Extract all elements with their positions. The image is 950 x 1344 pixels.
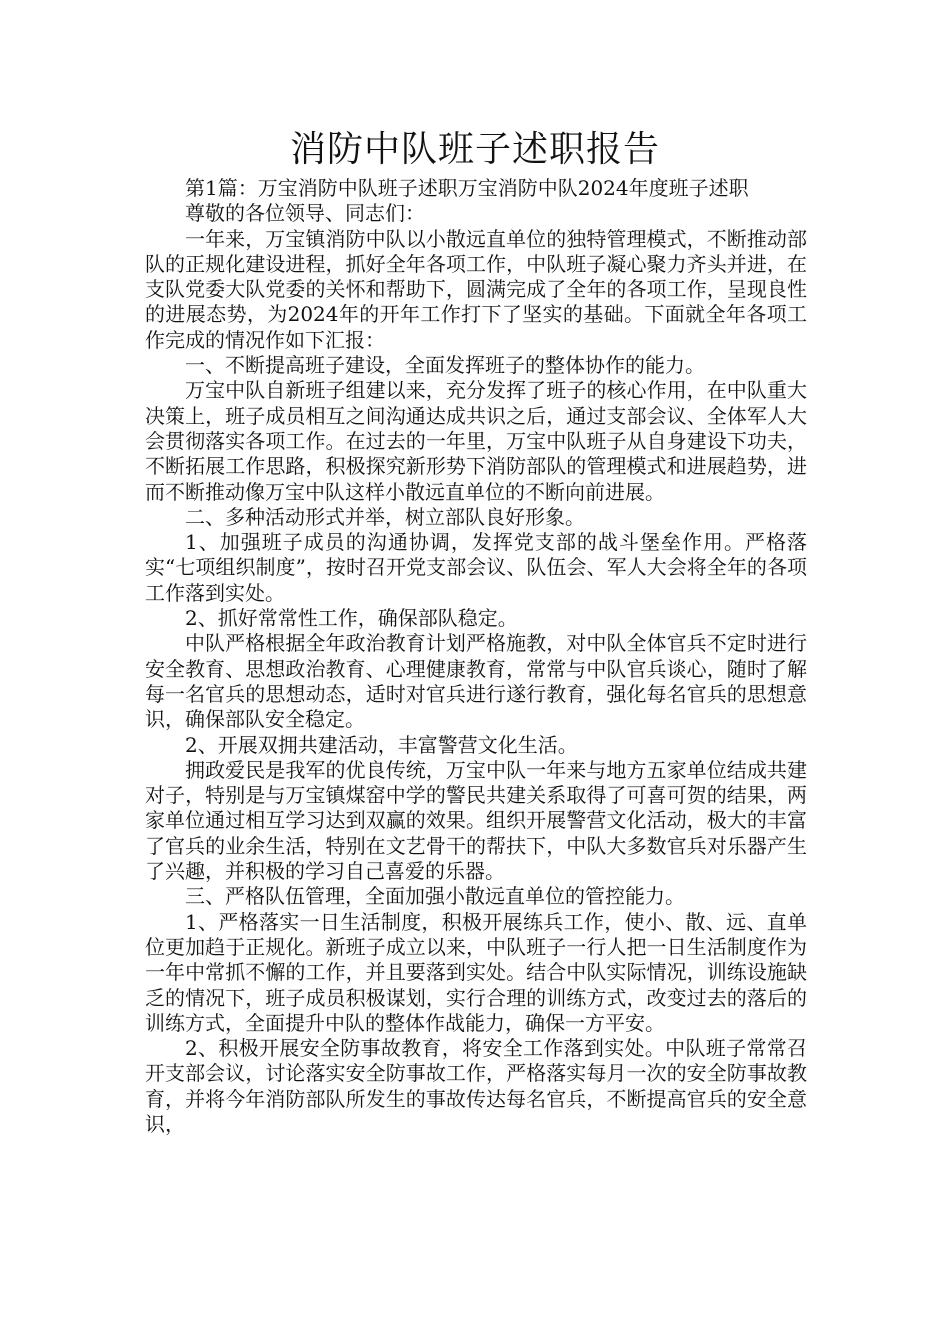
- paragraph: 拥政爱民是我军的优良传统，万宝中队一年来与地方五家单位结成共建对子，特别是与万宝镇煤窑中学的警民共建关系取得了可喜可贺的结果，两家单位通过相互学习达到双赢的效果。组织开展警营文化活动，极大的丰富了官兵的业余生活，特别在文艺骨干的帮扶下，中队大多数官兵对乐器产生了兴趣，并积极的学习自己喜爱的乐器。: [145, 757, 807, 884]
- paragraph: 万宝中队自新班子组建以来，充分发挥了班子的核心作用，在中队重大决策上，班子成员相互之间沟通达成共识之后，通过支部会议、全体军人大会贯彻落实各项工作。在过去的一年里，万宝中队班子从自身建设下功夫，不断拓展工作思路，积极探究新形势下消防部队的管理模式和进展趋势，进而不断推动像万宝中队这样小散远直单位的不断向前进展。: [145, 378, 807, 504]
- section-heading-1: 一、不断提高班子建设，全面发挥班子的整体协作的能力。: [185, 353, 705, 378]
- document-body: [145, 176, 807, 1137]
- paragraph: 2、积极开展安全防事故教育，将安全工作落到实处。中队班子常常召开支部会议，讨论落实安全防事故工作，严格落实每月一次的安全防事故教育，并将今年消防部队所发生的事故传达每名官兵，不断提高官兵的安全意识，: [145, 1036, 807, 1136]
- section-heading-3: 三、严格队伍管理，全面加强小散远直单位的管控能力。: [185, 884, 685, 909]
- paragraph-subtitle: 第1篇：万宝消防中队班子述职万宝消防中队2024年度班子述职: [185, 176, 749, 200]
- document-title: 消防中队班子述职报告: [289, 129, 660, 170]
- paragraph-salutation: 尊敬的各位领导、同志们：: [185, 201, 425, 226]
- paragraph: 中队严格根据全年政治教育计划严格施教，对中队全体官兵不定时进行安全教育、思想政治教育、心理健康教育，常常与中队官兵谈心，随时了解每一名官兵的思想动态，适时对官兵进行遂行教育，强化每名官兵的思想意识，确保部队安全稳定。: [145, 631, 807, 732]
- paragraph: 1、严格落实一日生活制度，积极开展练兵工作，使小、散、远、直单位更加趋于正规化。新班子成立以来，中队班子一行人把一日生活制度作为一年中常抓不懈的工作，并且要落到实处。结合中队实际情况，训练设施缺乏的情况下，班子成员积极谋划，实行合理的训练方式，改变过去的落后的训练方式，全面提升中队的整体作战能力，确保一方平安。: [145, 909, 807, 1035]
- paragraph: 1、加强班子成员的沟通协调，发挥党支部的战斗堡垒作用。严格落实“七项组织制度”，按时召开党支部会议、队伍会、军人大会将全年的各项工作落到实处。: [145, 530, 807, 605]
- sub-heading: 2、抓好常常性工作，确保部队稳定。: [185, 606, 518, 631]
- section-heading-2: 二、多种活动形式并举，树立部队良好形象。: [185, 504, 585, 529]
- sub-heading: 2、开展双拥共建活动，丰富警营文化生活。: [185, 732, 578, 757]
- paragraph-intro: 一年来，万宝镇消防中队以小散远直单位的独特管理模式，不断推动部队的正规化建设进程，抓好全年各项工作，中队班子凝心聚力齐头并进，在支队党委大队党委的关怀和帮助下，圆满完成了全年的各项工作，呈现良性的进展态势，为2024年的开年工作打下了坚实的基础。下面就全年各项工作完成的情况作如下汇报：: [145, 226, 807, 352]
